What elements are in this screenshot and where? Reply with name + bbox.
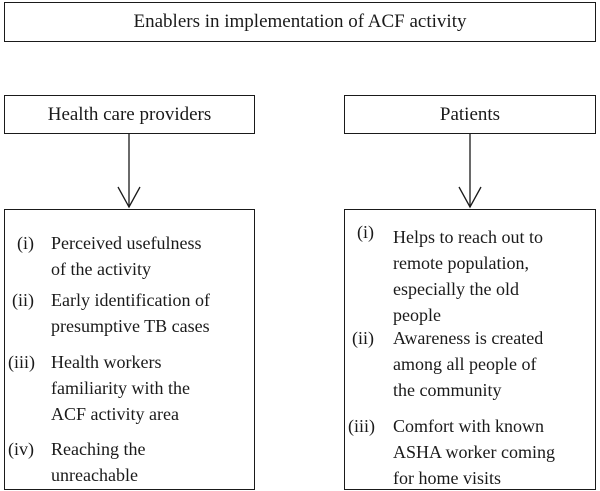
item-number: (i): [357, 222, 374, 242]
item-text-line: people: [393, 305, 441, 325]
patients-header: Patients: [439, 103, 501, 125]
item-number: (iii): [348, 416, 375, 436]
item-text-line: ASHA worker coming: [393, 442, 555, 462]
item-text-line: remote population,: [393, 253, 529, 273]
health-care-providers-header-box: [4, 95, 255, 134]
patients-list: [344, 209, 596, 490]
item-text-line: for home visits: [393, 468, 501, 488]
item-text-line: among all people of: [393, 354, 537, 374]
item-number: (ii): [352, 328, 374, 348]
item-text-line: Helps to reach out to: [393, 227, 543, 247]
item-text-line: Early identification of: [51, 290, 210, 310]
item-number: (iv): [8, 439, 34, 459]
item-text-line: Health workers: [51, 352, 162, 372]
diagram-title: Enablers in implementation of ACF activity: [133, 11, 467, 32]
health-care-providers-header: Health care providers: [47, 103, 212, 125]
item-text-line: Awareness is created: [393, 328, 544, 348]
item-text-line: ACF activity area: [51, 404, 179, 424]
health-care-providers-list: [4, 209, 255, 490]
item-text-line: presumptive TB cases: [51, 316, 210, 336]
item-text-line: Perceived usefulness: [51, 233, 202, 253]
right-down-arrow: [459, 134, 481, 207]
patients-header-box: [344, 95, 596, 134]
item-text-line: of the activity: [51, 259, 151, 279]
item-text-line: unreachable: [51, 465, 138, 485]
item-number: (ii): [12, 290, 34, 310]
item-text-line: especially the old: [393, 279, 519, 299]
item-text-line: Reaching the: [51, 439, 146, 459]
item-text-line: the community: [393, 380, 502, 400]
item-text-line: familiarity with the: [51, 378, 190, 398]
diagram-title-box: [4, 2, 596, 42]
item-number: (i): [17, 233, 34, 253]
left-down-arrow: [118, 134, 140, 207]
item-number: (iii): [8, 352, 35, 372]
item-text-line: Comfort with known: [393, 416, 544, 436]
